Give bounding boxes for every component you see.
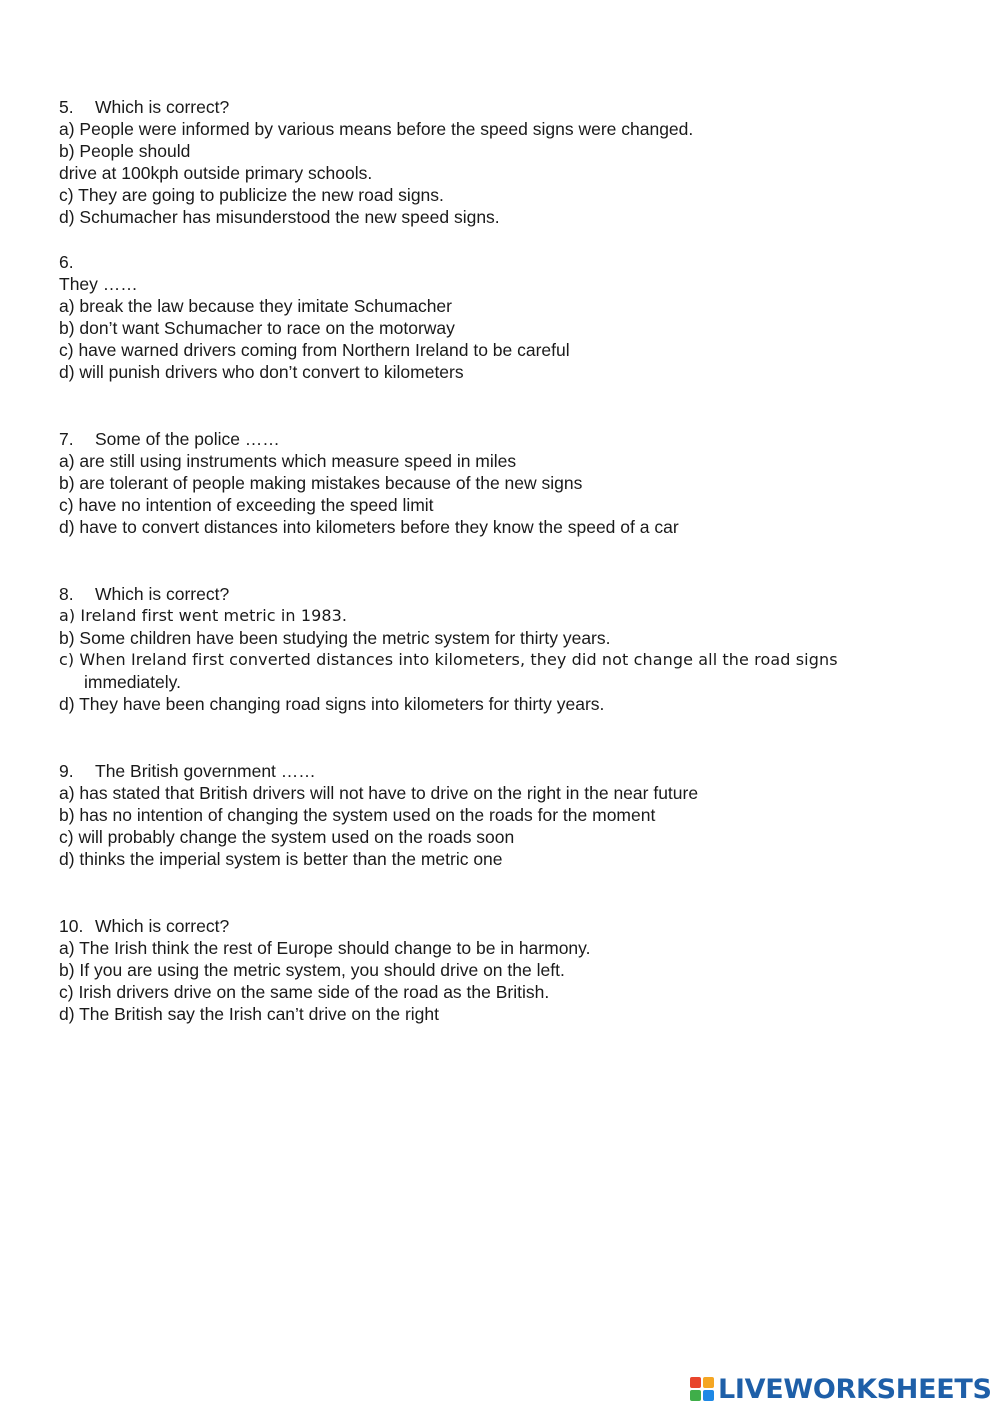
question-8-option-a: a) Ireland first went metric in 1983. [59, 606, 348, 625]
question-5-option-b-cont: drive at 100kph outside primary schools. [59, 163, 373, 183]
question-5-option-b: b) People should [59, 141, 191, 161]
question-7-option-b: b) are tolerant of people making mistakes because of the new signs [59, 473, 583, 493]
question-8-option-d: d) They have been changing road signs into kilometers for thirty years. [59, 694, 605, 714]
question-7-stem: 7. Some of the police …… [59, 429, 280, 449]
question-6-option-d: d) will punish drivers who don’t convert to kilometers [59, 362, 464, 382]
question-5-option-a: a) People were informed by various means before the speed signs were changed. [59, 119, 694, 139]
question-8-option-b: b) Some children have been studying the metric system for thirty years. [59, 628, 611, 648]
question-6-option-a: a) break the law because they imitate Schumacher [59, 296, 452, 316]
question-10-option-a: a) The Irish think the rest of Europe should change to be in harmony. [59, 938, 591, 958]
question-8-option-c-cont: immediately. [84, 672, 181, 692]
liveworksheets-logo-icon [690, 1377, 714, 1401]
question-9-option-a: a) has stated that British drivers will not have to drive on the right in the near future [59, 783, 699, 803]
question-8-option-c: c) When Ireland first converted distances into kilometers, they did not change all the road signs [59, 650, 838, 669]
logo-text: LIVEWORKSHEETS [718, 1373, 992, 1405]
question-6-option-b: b) don’t want Schumacher to race on the motorway [59, 318, 455, 338]
question-7-option-a: a) are still using instruments which measure speed in miles [59, 451, 517, 471]
question-10-option-d: d) The British say the Irish can’t drive on the right [59, 1004, 439, 1024]
question-10-stem: 10. Which is correct? [59, 916, 230, 936]
question-8-stem: 8. Which is correct? [59, 584, 230, 604]
question-5-stem: 5. Which is correct? [59, 97, 230, 117]
question-9-option-d: d) thinks the imperial system is better than the metric one [59, 849, 503, 869]
liveworksheets-logo [690, 1372, 992, 1406]
question-10-option-c: c) Irish drivers drive on the same side of the road as the British. [59, 982, 550, 1002]
question-7-option-d: d) have to convert distances into kilometers before they know the speed of a car [59, 517, 679, 537]
question-6-number: 6. [59, 252, 74, 272]
question-9-stem: 9. The British government …… [59, 761, 316, 781]
question-9-option-b: b) has no intention of changing the system used on the roads for the moment [59, 805, 656, 825]
question-6-option-c: c) have warned drivers coming from Northern Ireland to be careful [59, 340, 570, 360]
question-7-option-c: c) have no intention of exceeding the speed limit [59, 495, 434, 515]
question-5-option-d: d) Schumacher has misunderstood the new speed signs. [59, 207, 500, 227]
question-10-option-b: b) If you are using the metric system, you should drive on the left. [59, 960, 565, 980]
question-9-option-c: c) will probably change the system used on the roads soon [59, 827, 515, 847]
question-5-option-c: c) They are going to publicize the new road signs. [59, 185, 444, 205]
question-6-stem: They …… [59, 274, 138, 294]
